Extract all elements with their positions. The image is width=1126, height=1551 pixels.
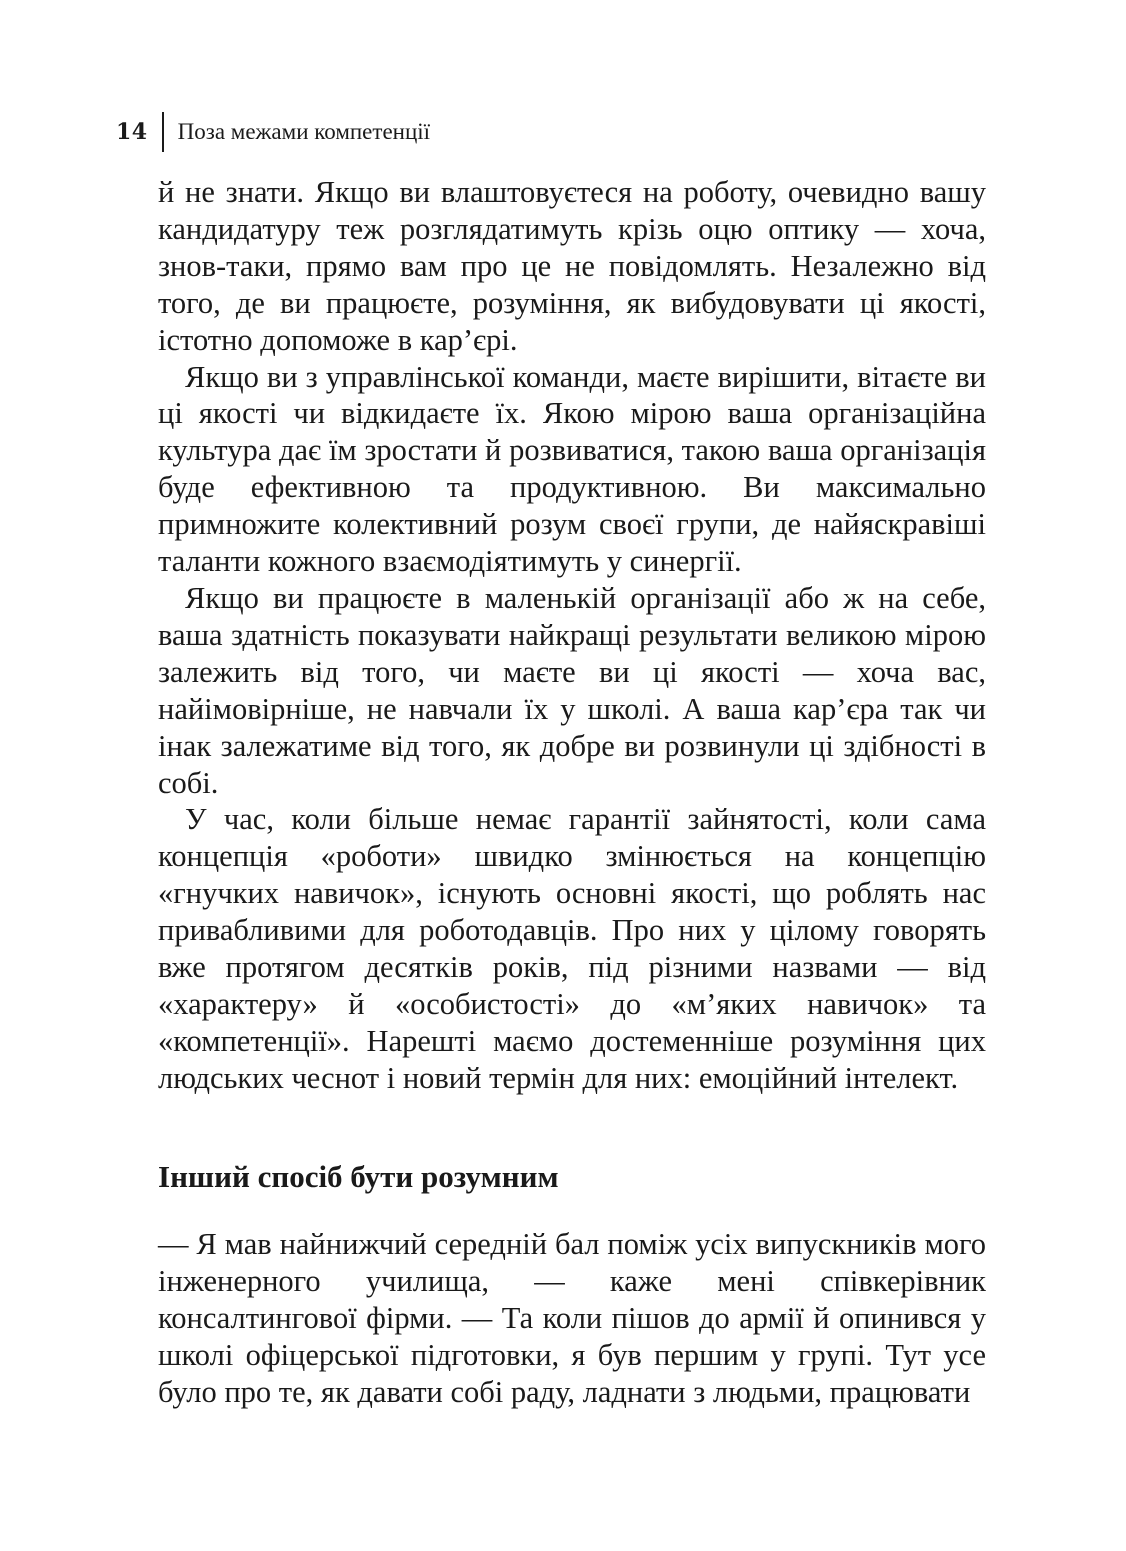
running-title: Поза межами компетенції (177, 119, 431, 144)
body-text (158, 174, 986, 1097)
running-head (116, 112, 430, 152)
paragraph: й не знати. Якщо ви влаштовуєтеся на роботу, очевидно вашу кандидатуру теж розглядатимуть крізь оцю оптику — хоча, знов-таки, прямо вам про це не повідомлять. Незалежно від того, де ви працюєте, розуміння, як вибудовувати ці якості, істотно допоможе в кар’єрі. (158, 175, 986, 357)
header-divider (162, 112, 164, 152)
paragraph: У час, коли більше немає гарантії зайнятості, коли сама концепція «роботи» швидко змінюється на концепцію «гнучких навичок», існують основні якості, що роблять нас привабливими для роботодавців. Про них у цілому говорять вже протягом десятків років, під різними назвами — від «характеру» й «особистості» до «м’яких навичок» та «компетенції». Нарешті маємо достеменніше розуміння цих людських чеснот і новий термін для них: емоційний інтелект. (158, 802, 986, 1095)
paragraph: Якщо ви з управлінської команди, маєте вирішити, вітаєте ви ці якості чи відкидаєте їх. Якою мірою ваша організаційна культура дає їм зростати й розвиватися, такою ваша організація буде ефективною та продуктивною. Ви максимально примножите колективний розум своєї групи, де найяскравіші таланти кожного взаємодіятимуть у синергії. (158, 359, 986, 579)
paragraph: — Я мав найнижчий середній бал поміж усіх випускників мого інженерного училища, — каже мені співкерівник консалтингової фірми. — Та коли пішов до армії й опинився у школі офіцерської підготовки, я був першим у групі. Тут усе було про те, як давати собі раду, ладнати з людьми, працювати (158, 1227, 986, 1409)
section-heading: Інший спосіб бути розумним (158, 1159, 559, 1194)
paragraph: Якщо ви працюєте в маленькій організації або ж на себе, ваша здатність показувати найкращі результати великою мірою залежить від того, чи маєте ви ці якості — хоча вас, найімовірніше, не навчали їх у школі. А ваша кар’єра так чи інак залежатиме від того, як добре ви розвинули ці здібності в собі. (158, 580, 986, 800)
page-number: 14 (116, 119, 148, 145)
section-body-text (158, 1226, 986, 1411)
